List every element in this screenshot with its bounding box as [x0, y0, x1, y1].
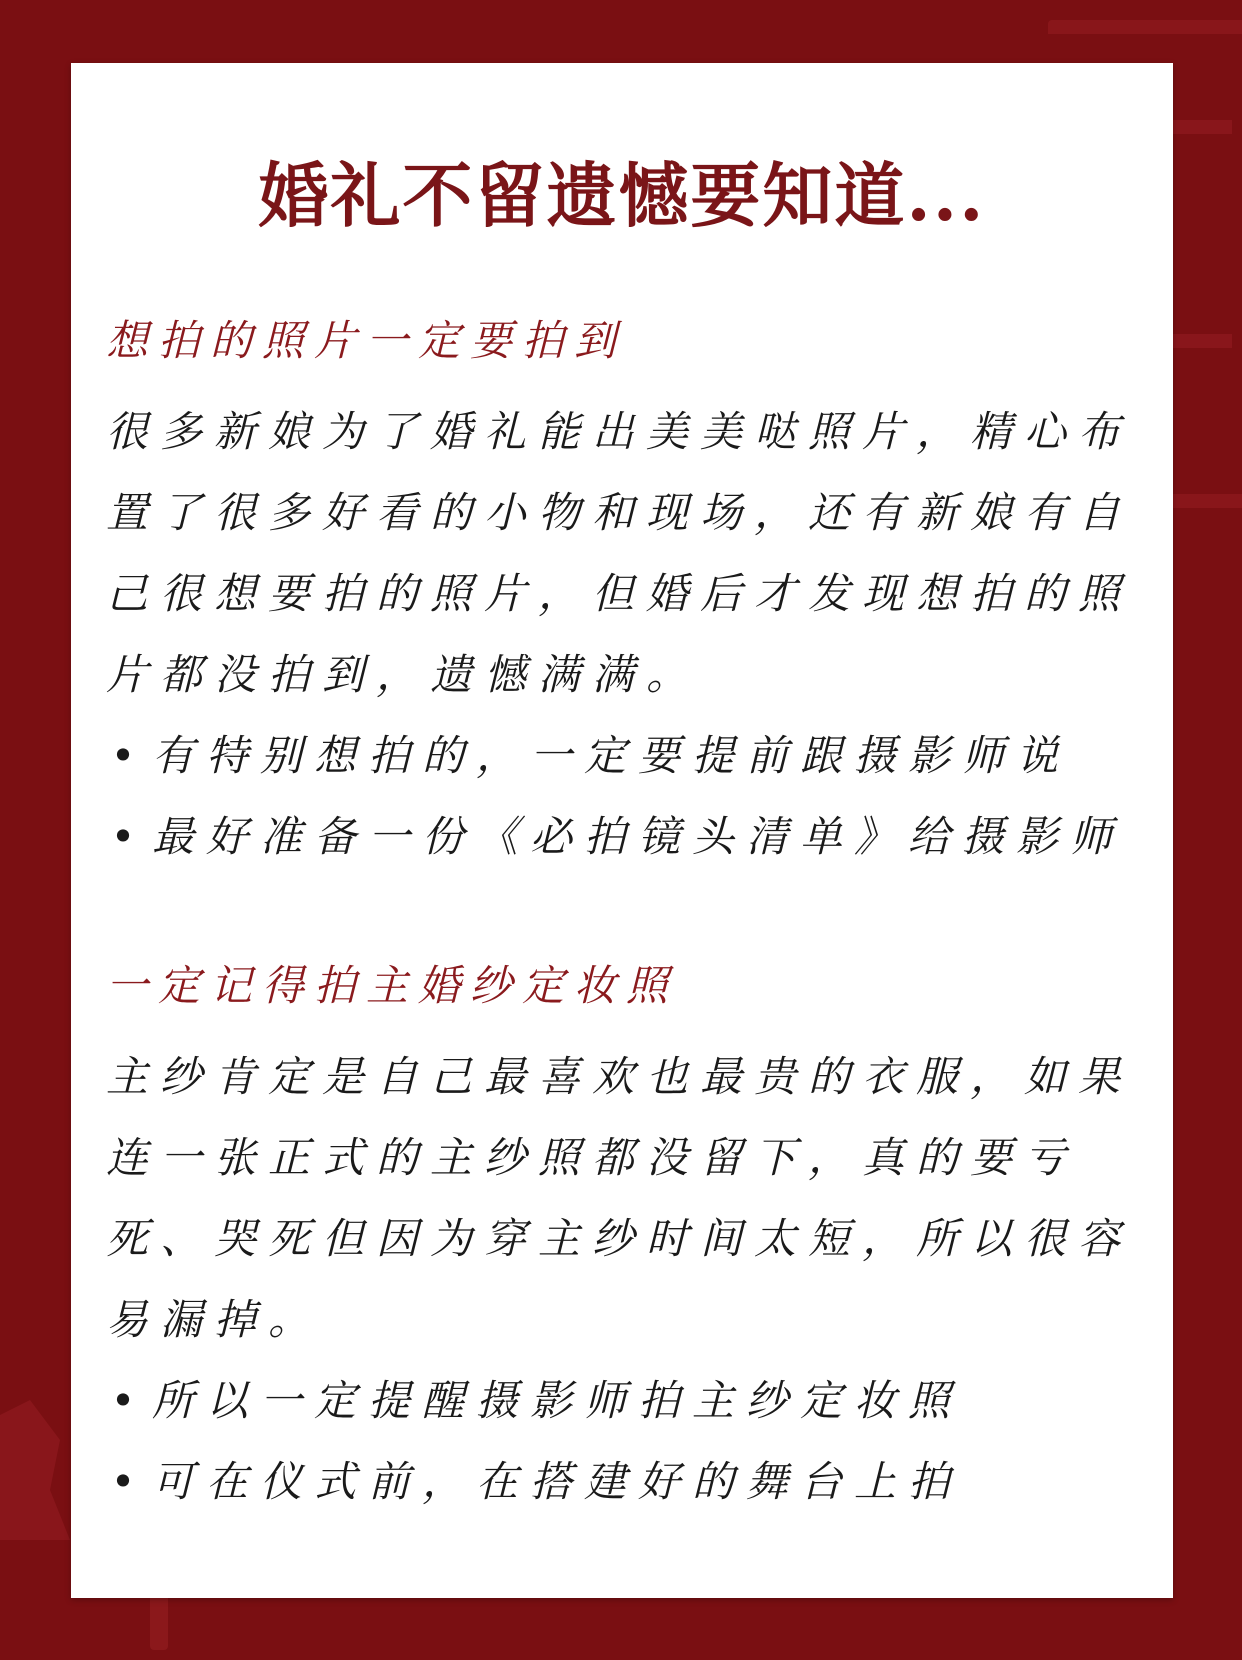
bullet-list — [106, 715, 1146, 877]
lantern-decoration-icon — [0, 1400, 80, 1540]
list-item — [106, 1441, 1146, 1522]
section-heading: 想拍的照片一定要拍到 — [106, 316, 627, 365]
bullet-icon: • — [110, 731, 148, 780]
section-paragraph: 主纱肯定是自己最喜欢也最贵的衣服，如果连一张正式的主纱照都没留下，真的要亏死、哭死但因为穿主纱时间太短，所以很容易漏掉。 — [106, 1052, 1133, 1344]
content-card — [71, 63, 1173, 1598]
section-photos — [106, 311, 1146, 877]
background-decoration — [150, 1590, 168, 1650]
section-paragraph: 很多新娘为了婚礼能出美美哒照片，精心布置了很多好看的小物和现场，还有新娘有自己很想要拍的照片，但婚后才发现想拍的照片都没拍到，遗憾满满。 — [106, 407, 1133, 699]
bullet-icon: • — [110, 1457, 148, 1506]
section-wedding-dress — [106, 956, 1146, 1522]
bullet-icon: • — [110, 1376, 148, 1425]
list-item — [106, 796, 1146, 877]
bullet-list — [106, 1360, 1146, 1522]
bullet-text: 所以一定提醒摄影师拍主纱定妆照 — [152, 1376, 963, 1425]
bullet-text: 有特别想拍的，一定要提前跟摄影师说 — [152, 731, 1071, 780]
bullet-icon: • — [110, 812, 148, 861]
page-title: 婚礼不留遗憾要知道... — [258, 154, 986, 237]
bullet-text: 最好准备一份《必拍镜头清单》给摄影师 — [152, 812, 1125, 861]
bullet-text: 可在仪式前，在搭建好的舞台上拍 — [152, 1457, 963, 1506]
list-item — [106, 715, 1146, 796]
list-item — [106, 1360, 1146, 1441]
section-heading: 一定记得拍主婚纱定妆照 — [106, 961, 679, 1010]
